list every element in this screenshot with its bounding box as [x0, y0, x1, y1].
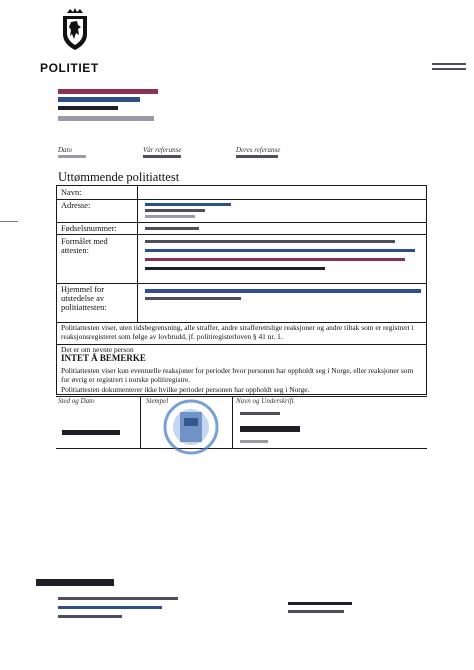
- redacted-header-info: [432, 63, 466, 65]
- legal-basis-label: Hjemmel for utstedelse av politiattesten:: [61, 285, 107, 312]
- redacted-footer: [58, 606, 162, 609]
- redacted-legal-basis: [145, 289, 421, 293]
- redacted-your-reference: [236, 155, 278, 158]
- redacted-footer: [288, 602, 352, 605]
- redacted-footer: [288, 610, 344, 613]
- redacted-our-reference: [143, 155, 181, 158]
- agency-name: POLITIET: [40, 61, 99, 75]
- redacted-ssn: [145, 227, 199, 230]
- redacted-purpose: [145, 258, 405, 261]
- date-label: Dato: [58, 146, 72, 154]
- redacted-date: [58, 155, 86, 158]
- redacted-purpose: [145, 267, 325, 270]
- purpose-label: Formålet med attesten:: [61, 237, 108, 255]
- redacted-footer: [36, 579, 114, 586]
- redacted-recipient: [58, 116, 154, 121]
- official-stamp: [160, 398, 222, 456]
- document-title: Uttømmende politiattest: [58, 170, 180, 184]
- redacted-address: [145, 209, 205, 212]
- address-label: Adresse:: [61, 201, 91, 210]
- certificate-table: [56, 185, 427, 395]
- redacted-legal-basis: [145, 297, 241, 300]
- stamp-label: Stempel: [146, 397, 169, 405]
- our-reference-label: Vår referanse: [143, 146, 182, 154]
- your-reference-label: Deres referanse: [236, 146, 281, 154]
- name-label: Navn:: [61, 188, 82, 197]
- redacted-place-date: [62, 430, 120, 435]
- redacted-recipient: [58, 106, 118, 110]
- result-value: INTET Å BEMERKE: [61, 353, 146, 363]
- residence-note: Politiattesten dokumenterer ikke hvilke perioder personen har oppholdt seg i Norge.: [61, 385, 310, 394]
- redacted-signature: [240, 440, 268, 443]
- redacted-purpose: [145, 249, 415, 252]
- redacted-address: [145, 215, 195, 218]
- redacted-footer: [58, 615, 122, 618]
- signature-bottom-line: [56, 448, 427, 449]
- ssn-label: Fødselsnummer:: [61, 224, 117, 233]
- scope-text: Politiattesten viser, uten tidsbegrensning, alle straffer, andre strafferettslige reaksjoner og andre tiltak som er registrert i reaksjonsregisteret som følge av lovbrudd, jf. politiregisterloven § 41 nr. 1.: [61, 323, 414, 341]
- limitation-note: Politiattesten viser kun eventuelle reaksjoner for perioder hvor personen har oppholdt seg i Norge, eller reaksjoner som for øvrig er registrert i norske politiregistre.: [61, 366, 414, 384]
- redacted-signature: [240, 426, 300, 432]
- redacted-purpose: [145, 240, 395, 243]
- redacted-address: [145, 203, 231, 206]
- police-crest-logo: [58, 8, 92, 52]
- signature-divider: [140, 396, 141, 448]
- redacted-footer: [58, 597, 178, 600]
- name-signature-label: Navn og Underskrift: [236, 397, 294, 405]
- redacted-header-info: [432, 68, 466, 70]
- place-date-label: Sted og Dato: [58, 397, 95, 405]
- redacted-recipient: [58, 89, 158, 94]
- result-intro: Det er om nevnte person: [61, 345, 134, 354]
- redacted-signature: [240, 412, 280, 415]
- fold-mark: [0, 221, 18, 222]
- signature-divider: [232, 396, 233, 448]
- redacted-recipient: [58, 97, 140, 102]
